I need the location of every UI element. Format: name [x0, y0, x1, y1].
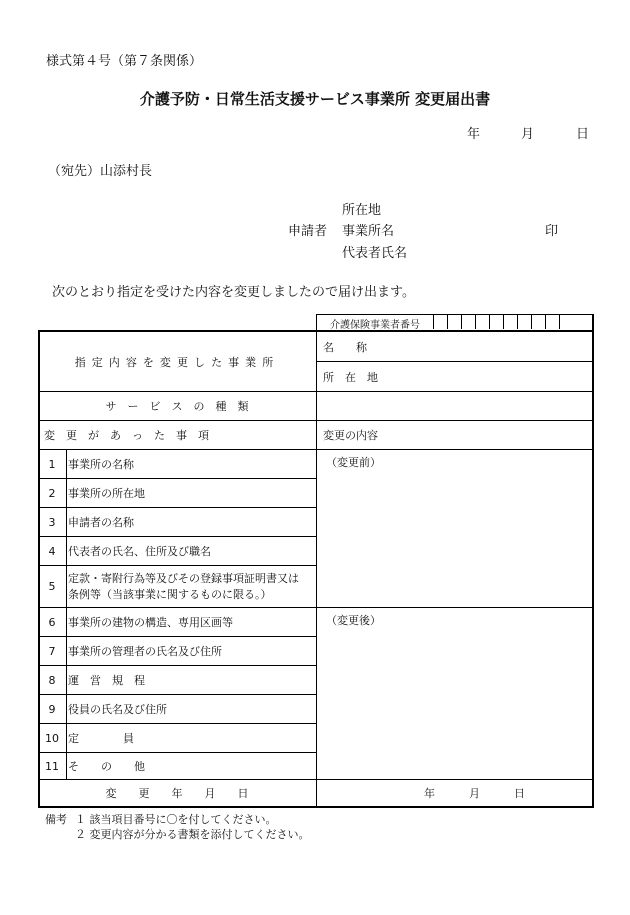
change-form-table — [38, 314, 594, 808]
note-2: ２ 変更内容が分かる書類を添付してください。 — [75, 828, 310, 841]
office-name-label: 事業所名 — [342, 224, 395, 239]
seal-label: 印 — [545, 224, 559, 239]
statement: 次のとおり指定を受けた内容を変更しましたので届け出ます。 — [52, 285, 415, 300]
office-location-field-label: 所 在 地 — [323, 370, 378, 384]
after-label: （変更後） — [326, 614, 381, 627]
item-number: 11 — [45, 759, 59, 773]
form-number: 様式第４号（第７条関係） — [46, 54, 203, 69]
item-number: 1 — [48, 457, 56, 471]
item-label: 事業所の管理者の氏名及び住所 — [68, 645, 222, 658]
item-label: 申請者の名称 — [68, 516, 134, 529]
office-name-field-label: 名 称 — [323, 341, 367, 354]
item-label: 定 員 — [68, 732, 134, 745]
item-number: 5 — [48, 580, 56, 593]
item-label: 代表者の氏名、住所及び職名 — [68, 545, 211, 558]
item-number: 6 — [48, 615, 56, 629]
document-title: 介護予防・日常生活支援サービス事業所 変更届出書 — [139, 90, 491, 108]
item-label-line2: 条例等（当該事業に関するものに限る。） — [68, 588, 272, 601]
change-date-label: 変 更 年 月 日 — [105, 787, 249, 800]
change-date-month: 月 — [469, 787, 480, 800]
item-number: 8 — [48, 673, 56, 687]
item-label: 事業所の所在地 — [68, 487, 145, 500]
address-label: 所在地 — [342, 203, 382, 218]
insurance-number-label: 介護保険事業者番号 — [330, 319, 420, 331]
notes-label: 備考 — [45, 813, 67, 826]
item-number: 10 — [45, 731, 59, 745]
representative-label: 代表者氏名 — [342, 246, 408, 261]
item-label: 運 営 規 程 — [68, 674, 145, 687]
item-label: 役員の氏名及び住所 — [68, 703, 167, 716]
note-1: １ 該当項目番号に〇を付してください。 — [75, 813, 277, 826]
item-label: 事業所の名称 — [68, 458, 134, 471]
addressee: （宛先）山添村長 — [48, 164, 153, 179]
item-label: 事業所の建物の構造、専用区画等 — [68, 616, 233, 629]
changed-office-label: 指定内容を変更した事業所 — [74, 355, 280, 369]
insurance-number-boxes[interactable] — [433, 315, 573, 329]
item-number: 7 — [48, 644, 56, 658]
before-label: （変更前） — [326, 456, 381, 469]
item-number: 9 — [48, 702, 56, 716]
change-date-day: 日 — [514, 787, 525, 800]
item-number: 3 — [48, 515, 56, 529]
change-content-label: 変更の内容 — [323, 429, 378, 442]
item-number: 2 — [48, 486, 56, 500]
change-date-year: 年 — [424, 787, 435, 800]
item-number: 4 — [48, 544, 56, 558]
date-month-label: 月 — [521, 127, 535, 142]
applicant-label: 申請者 — [288, 224, 328, 239]
change-items-label: 変 更 が あ っ た 事 項 — [44, 429, 209, 442]
date-year-label: 年 — [467, 127, 481, 142]
item-label: そ の 他 — [68, 760, 145, 773]
date-day-label: 日 — [576, 127, 590, 142]
item-label-line1: 定款・寄附行為等及びその登録事項証明書又は — [68, 572, 299, 585]
service-type-label: サ ー ビ ス の 種 類 — [105, 400, 249, 413]
